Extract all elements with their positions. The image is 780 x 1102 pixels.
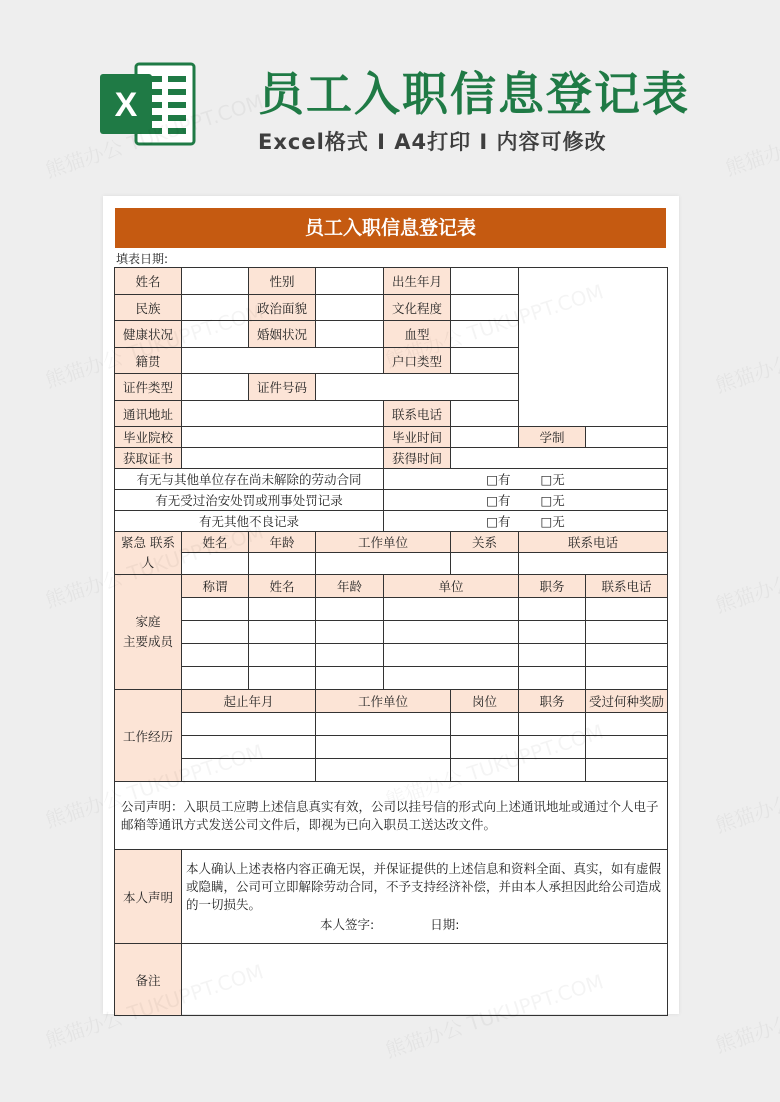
- work-cell[interactable]: [519, 736, 586, 759]
- education-field[interactable]: [451, 295, 519, 321]
- work-cell[interactable]: [182, 713, 316, 736]
- work-cell[interactable]: [182, 736, 316, 759]
- work-row: [115, 713, 668, 736]
- family-cell[interactable]: [384, 598, 519, 621]
- grad-time-label: 毕业时间: [384, 427, 451, 448]
- id-type-label: 证件类型: [115, 374, 182, 401]
- work-cell[interactable]: [451, 736, 519, 759]
- emergency-cell[interactable]: [451, 553, 519, 575]
- blood-field[interactable]: [451, 321, 519, 348]
- remarks-field[interactable]: [182, 944, 668, 1016]
- question-text: 有无受过治安处罚或刑事处罚记录: [115, 490, 384, 511]
- work-row: [115, 736, 668, 759]
- question-text: 有无与其他单位存在尚未解除的劳动合同: [115, 469, 384, 490]
- emergency-header: 关系: [451, 532, 519, 553]
- family-cell[interactable]: [519, 644, 586, 667]
- family-cell[interactable]: [182, 667, 249, 690]
- family-cell[interactable]: [249, 598, 316, 621]
- question-options: [384, 511, 668, 532]
- family-cell[interactable]: [586, 621, 668, 644]
- remarks-label: 备注: [115, 944, 182, 1016]
- family-cell[interactable]: [316, 598, 384, 621]
- watermark: [711, 521, 780, 619]
- native-place-field[interactable]: [182, 348, 384, 374]
- certificate-field[interactable]: [182, 448, 384, 469]
- family-header: 职务: [519, 575, 586, 598]
- name-label: 姓名: [115, 268, 182, 295]
- degree-label: 学制: [519, 427, 586, 448]
- banner-title: 员工入职信息登记表: [258, 67, 690, 121]
- degree-field[interactable]: [586, 427, 668, 448]
- emergency-header: 联系电话: [519, 532, 668, 553]
- family-cell[interactable]: [519, 667, 586, 690]
- work-label: 工作经历: [115, 690, 182, 782]
- emergency-header: 年龄: [249, 532, 316, 553]
- household-label: 户口类型: [384, 348, 451, 374]
- family-cell[interactable]: [316, 621, 384, 644]
- work-cell[interactable]: [451, 759, 519, 782]
- question-row: [115, 469, 668, 490]
- emergency-cell[interactable]: [182, 553, 249, 575]
- work-cell[interactable]: [316, 736, 451, 759]
- cert-time-label: 获得时间: [384, 448, 451, 469]
- family-header: 姓名: [249, 575, 316, 598]
- marital-label: 婚姻状况: [249, 321, 316, 348]
- watermark: [711, 301, 780, 399]
- school-field[interactable]: [182, 427, 384, 448]
- id-number-label: 证件号码: [249, 374, 316, 401]
- yes-checkbox[interactable]: □有: [486, 514, 511, 529]
- health-label: 健康状况: [115, 321, 182, 348]
- company-statement: 公司声明：入职员工应聘上述信息真实有效，公司以挂号信的形式向上述通讯地址或通过个人电子邮箱等通讯方式发送公司文件后，即视为已向入职员工送达改文件。: [115, 782, 668, 850]
- native-place-label: 籍贯: [115, 348, 182, 374]
- address-label: 通讯地址: [115, 401, 182, 427]
- work-cell[interactable]: [182, 759, 316, 782]
- form-row: [115, 448, 668, 469]
- question-options: [384, 469, 668, 490]
- family-cell[interactable]: [249, 667, 316, 690]
- question-options: [384, 490, 668, 511]
- emergency-header-row: [115, 532, 668, 553]
- phone-label: 联系电话: [384, 401, 451, 427]
- grad-time-field[interactable]: [451, 427, 519, 448]
- yes-checkbox[interactable]: □有: [486, 472, 511, 487]
- emergency-cell[interactable]: [249, 553, 316, 575]
- cert-time-field[interactable]: [451, 448, 668, 469]
- family-header: 年龄: [316, 575, 384, 598]
- education-label: 文化程度: [384, 295, 451, 321]
- no-checkbox[interactable]: □无: [540, 514, 565, 529]
- family-cell[interactable]: [249, 621, 316, 644]
- work-header: 起止年月: [182, 690, 316, 713]
- family-header: 联系电话: [586, 575, 668, 598]
- work-header-row: [115, 690, 668, 713]
- family-cell[interactable]: [249, 644, 316, 667]
- question-text: 有无其他不良记录: [115, 511, 384, 532]
- emergency-cell[interactable]: [316, 553, 451, 575]
- id-number-field[interactable]: [316, 374, 519, 401]
- personal-declaration-text: 本人确认上述表格内容正确无误，并保证提供的上述信息和资料全面、真实，如有虚假或隐瞒，公司可立即解除劳动合同，不予支持经济补偿，并由本人承担因此给公司造成的一切损失。: [186, 860, 662, 912]
- family-cell[interactable]: [384, 644, 519, 667]
- photo-area[interactable]: [519, 268, 668, 427]
- no-checkbox[interactable]: □无: [540, 493, 565, 508]
- emergency-header: 工作单位: [316, 532, 451, 553]
- politics-label: 政治面貌: [249, 295, 316, 321]
- family-label: 家庭 主要成员: [115, 575, 182, 690]
- company-statement-row: [115, 782, 668, 850]
- form-row: [115, 268, 668, 295]
- work-header: 工作单位: [316, 690, 451, 713]
- family-row: [115, 598, 668, 621]
- registration-form: [114, 267, 668, 1016]
- family-cell[interactable]: [182, 644, 249, 667]
- form-row: [115, 427, 668, 448]
- household-field[interactable]: [451, 348, 519, 374]
- family-header: 称谓: [182, 575, 249, 598]
- personal-declaration-label: 本人声明: [115, 850, 182, 944]
- family-cell[interactable]: [316, 644, 384, 667]
- gender-label: 性别: [249, 268, 316, 295]
- family-row: [115, 644, 668, 667]
- politics-field[interactable]: [316, 295, 384, 321]
- work-row: [115, 759, 668, 782]
- signature-label: 本人签字:: [320, 916, 375, 932]
- emergency-label: 紧急 联系人: [115, 532, 182, 575]
- ethnicity-label: 民族: [115, 295, 182, 321]
- banner: [0, 0, 780, 190]
- banner-subtitle: Excel格式 I A4打印 I 内容可修改: [258, 130, 607, 154]
- family-cell[interactable]: [586, 598, 668, 621]
- emergency-header: 姓名: [182, 532, 249, 553]
- certificate-label: 获取证书: [115, 448, 182, 469]
- work-header: 职务: [519, 690, 586, 713]
- watermark: [711, 961, 780, 1059]
- emergency-cell[interactable]: [519, 553, 668, 575]
- family-cell[interactable]: [519, 598, 586, 621]
- gender-field[interactable]: [316, 268, 384, 295]
- family-header: 单位: [384, 575, 519, 598]
- form-title: 员工入职信息登记表: [115, 208, 666, 248]
- family-cell[interactable]: [586, 667, 668, 690]
- family-cell[interactable]: [182, 621, 249, 644]
- signature-line: [186, 916, 663, 934]
- work-cell[interactable]: [586, 713, 668, 736]
- excel-logo-icon: [100, 58, 198, 150]
- family-cell[interactable]: [182, 598, 249, 621]
- family-row: [115, 667, 668, 690]
- no-checkbox[interactable]: □无: [540, 472, 565, 487]
- family-row: [115, 621, 668, 644]
- work-header: 受过何种奖励: [586, 690, 668, 713]
- blood-label: 血型: [384, 321, 451, 348]
- family-cell[interactable]: [519, 621, 586, 644]
- work-cell[interactable]: [519, 759, 586, 782]
- personal-declaration-cell: [182, 850, 668, 944]
- logo-letter: X: [114, 86, 138, 124]
- id-type-field[interactable]: [182, 374, 249, 401]
- yes-checkbox[interactable]: □有: [486, 493, 511, 508]
- fill-date-label: 填表日期:: [116, 252, 169, 266]
- work-cell[interactable]: [316, 713, 451, 736]
- family-cell[interactable]: [586, 644, 668, 667]
- remarks-row: [115, 944, 668, 1016]
- emergency-row: [115, 553, 668, 575]
- ethnicity-field[interactable]: [182, 295, 249, 321]
- family-cell[interactable]: [384, 667, 519, 690]
- work-cell[interactable]: [451, 713, 519, 736]
- family-cell[interactable]: [384, 621, 519, 644]
- question-row: [115, 490, 668, 511]
- date-label: 日期:: [430, 916, 460, 932]
- school-label: 毕业院校: [115, 427, 182, 448]
- work-cell[interactable]: [586, 736, 668, 759]
- work-cell[interactable]: [316, 759, 451, 782]
- birth-field[interactable]: [451, 268, 519, 295]
- phone-field[interactable]: [451, 401, 519, 427]
- address-field[interactable]: [182, 401, 384, 427]
- work-cell[interactable]: [519, 713, 586, 736]
- question-row: [115, 511, 668, 532]
- family-header-row: [115, 575, 668, 598]
- personal-declaration-row: [115, 850, 668, 944]
- watermark: [711, 741, 780, 839]
- work-header: 岗位: [451, 690, 519, 713]
- health-field[interactable]: [182, 321, 249, 348]
- birth-label: 出生年月: [384, 268, 451, 295]
- family-cell[interactable]: [316, 667, 384, 690]
- work-cell[interactable]: [586, 759, 668, 782]
- name-field[interactable]: [182, 268, 249, 295]
- marital-field[interactable]: [316, 321, 384, 348]
